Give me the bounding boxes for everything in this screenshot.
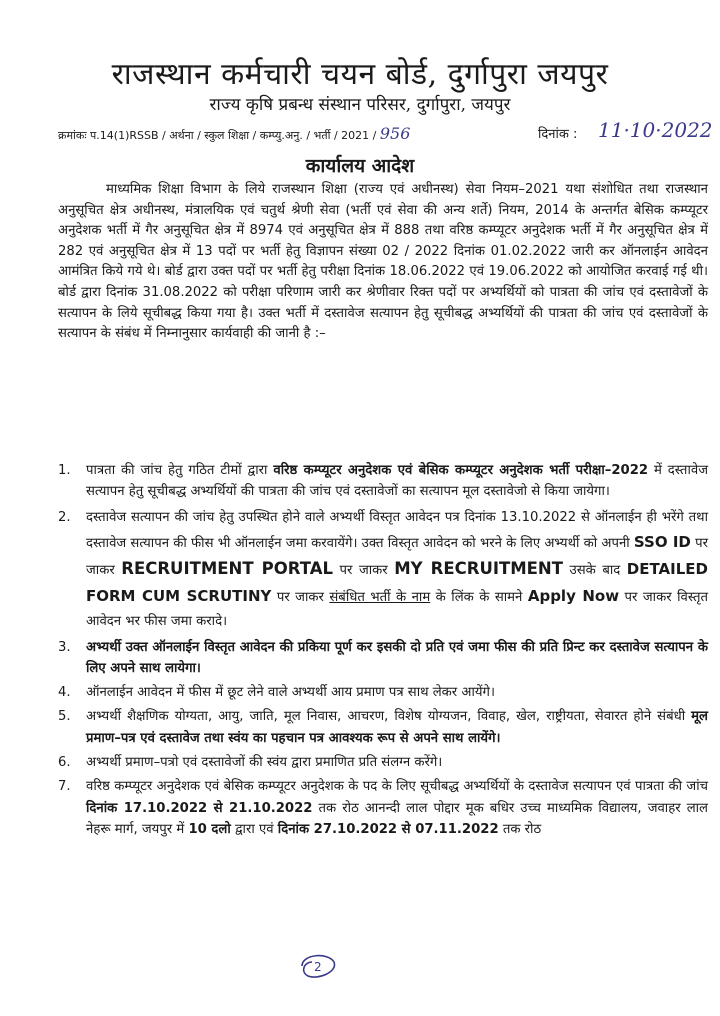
list-item (58, 682, 708, 703)
order-heading: कार्यालय आदेश (305, 155, 415, 177)
item-text: के लिंक के सामने (430, 589, 528, 605)
intro-paragraph: माध्यमिक शिक्षा विभाग के लिये राजस्थान शिक्षा (राज्य एवं अधीनस्थ) सेवा नियम–2021 यथा संशोधित तथा राजस्थान अनुसूचित क्षेत्र अधीनस्थ, मंत्रालयिक एवं चतुर्थ श्रेणी सेवा (भर्ती एवं सेवा की अन्य शर्ते) नियम, 2014 के अन्तर्गत बेसिक कम्प्यूटर अनुदेशक भर्ती में गैर अनुसूचित क्षेत्र में 8974 एवं अनुसूचित क्षेत्र में 888 तथा वरिष्ठ कम्प्यूटर अनुदेशक भर्ती में गैर अनुसूचित क्षेत्र में 282 एवं अनुसूचित क्षेत्र में 13 पदों पर भर्ती हेतु विज्ञापन संख्या 02 / 2022 दिनांक 01.02.2022 जारी कर ऑनलाईन आवेदन आमंत्रित किये गये थे। बोर्ड द्वारा उक्त पदों पर भर्ती हेतु परीक्षा दिनांक 18.06.2022 एवं 19.06.2022 को आयोजित करवाई गई थी। बोर्ड द्वारा दिनांक 31.08.2022 को परीक्षा परिणाम जारी कर श्रेणीवार रिक्त पदों पर अभ्यर्थियों को पात्रता की जांच एवं दस्तावेजों के सत्यापन के लिये सूचीबद्ध किया गया है। उक्त भर्ती में दस्तावेज सत्यापन हेतु सूचीबद्ध अभ्यर्थियों की पात्रता की जांच एवं दस्तावेजों के सत्यापन के संबंध में निम्नानुसार कार्यवाही की जानी है :– (58, 182, 708, 342)
list-item (58, 706, 708, 749)
item-number: 1. (58, 463, 71, 478)
item-text: ऑनलाईन आवेदन में फीस में छूट लेने वाले अभ्यर्थी आय प्रमाण पत्र साथ लेकर आयेंगे। (86, 685, 495, 701)
item-text: में दस्तावेज सत्यापन हेतु सूचीबद्ध अभ्यर्थियों की पात्रता की जांच एवं दस्तावेजों का सत्यापन मूल दस्तावेजो से किया जायेगा। (86, 463, 708, 500)
reference-number (58, 124, 410, 143)
item-text-bold: दिनांक 17.10.2022 से 21.10.2022 (86, 800, 313, 816)
item-number: 5. (58, 709, 71, 725)
reference-prefix: क्रमांकः प.14(1)RSSB / अर्थना / स्कुल शिक्षा / कम्प्यु.अनु. / भर्ती / 2021 / (58, 129, 380, 142)
list-item (58, 752, 708, 773)
item-text-bold: वरिष्ठ कम्प्यूटर अनुदेशक एवं बेसिक कम्प्यूटर अनुदेशक भर्ती परीक्षा–2022 (273, 463, 649, 478)
item-text: पर जाकर विस्तृत आवेदन भर फीस जमा करादे। (86, 589, 708, 629)
item-text: द्वारा एवं (230, 821, 278, 837)
list-item (58, 460, 708, 503)
instruction-list (58, 460, 708, 843)
board-title: राजस्थान कर्मचारी चयन बोर्ड, दुर्गापुरा जयपुर (111, 57, 609, 92)
item-text: उसके बाद (563, 562, 627, 578)
reference-handwritten: 956 (379, 124, 411, 143)
item-text: पात्रता की जांच हेतु गठित टीमों द्वारा (86, 463, 274, 478)
list-item (58, 776, 708, 840)
sso-id-text: SSO ID (633, 532, 691, 551)
apply-now-text: Apply Now (527, 586, 620, 605)
board-address: राज्य कृषि प्रबन्ध संस्थान परिसर, दुर्गापुरा, जयपुर (209, 95, 511, 115)
date-handwritten: 11·10·2022 (598, 118, 713, 142)
reference-line (58, 118, 713, 144)
item-text: तक रोठ (498, 821, 542, 837)
recruitment-portal-text: RECRUITMENT PORTAL (121, 558, 334, 578)
item-text: दस्तावेज सत्यापन की जांच हेतु उपस्थित होने वाले अभ्यर्थी विस्तृत आवेदन पत्र दिनांक 13.10.2022 से ऑनलाईन ही भरेंगे तथा दस्तावेज सत्यापन की फीस भी ऑनलाईन जमा करवायेंगे। उक्त विस्तृत आवेदन को भरने के लिए अभ्यर्थी को अपनी (86, 509, 708, 551)
item-text: अभ्यर्थी प्रमाण–पत्रो एवं दस्तावेजों की स्वंय द्वारा प्रमाणित प्रति संलग्न करेंगे। (86, 755, 443, 771)
item-text: वरिष्ठ कम्प्यूटर अनुदेशक एवं बेसिक कम्प्यूटर अनुदेशक के पद के लिए सूचीबद्ध अभ्यर्थियों के दस्तावेज सत्यापन एवं पात्रता की जांच (86, 779, 708, 795)
list-item (58, 637, 708, 680)
item-text: तक रोठ आनन्दी लाल पोद्दार मूक बधिर उच्च माध्यमिक विद्यालय, जवाहर लाल नेहरू मार्ग, जयपुर में (86, 800, 708, 837)
item-text: पर जाकर (333, 562, 395, 578)
item-text: पर जाकर (271, 589, 330, 605)
item-number: 4. (58, 685, 71, 701)
item-number: 3. (58, 639, 71, 655)
recruitment-name-text: संबंधित भर्ती के नाम (329, 589, 431, 605)
item-text-bold: दिनांक 27.10.2022 से 07.11.2022 (277, 821, 499, 837)
item-text: पर जाकर (86, 535, 708, 578)
item-text: अभ्यर्थी शैक्षणिक योग्यता, आयु, जाति, मूल निवास, आचरण, विशेष योग्यजन, विवाह, खेल, राष्ट्रीयता, सेवारत होने संबंधी (86, 709, 692, 725)
item-number: 2. (58, 509, 71, 525)
item-text-bold: 10 दलो (188, 821, 231, 837)
page-number-mark: 2 (314, 960, 322, 974)
page-number-stamp (298, 950, 338, 980)
date-label: दिनांक : (538, 127, 578, 142)
item-number: 6. (58, 755, 71, 771)
my-recruitment-text: MY RECRUITMENT (394, 558, 563, 578)
detailed-form-text: DETAILED FORM CUM SCRUTINY (86, 559, 709, 605)
item-text-bold: अभ्यर्थी उक्त ऑनलाईन विस्तृत आवेदन की प्रकिया पूर्ण कर इसकी दो प्रति एवं जमा फीस की प्रति प्रिन्ट कर दस्तावेज सत्यापन के लिए अपने साथ लायेगा। (86, 639, 708, 676)
item-text-bold: मूल प्रमाण–पत्र एवं दस्तावेज तथा स्वंय का पहचान पत्र आवश्यक रूप से अपने साथ लायेंगे। (86, 709, 708, 746)
item-number: 7. (58, 779, 71, 795)
list-item (58, 506, 708, 634)
